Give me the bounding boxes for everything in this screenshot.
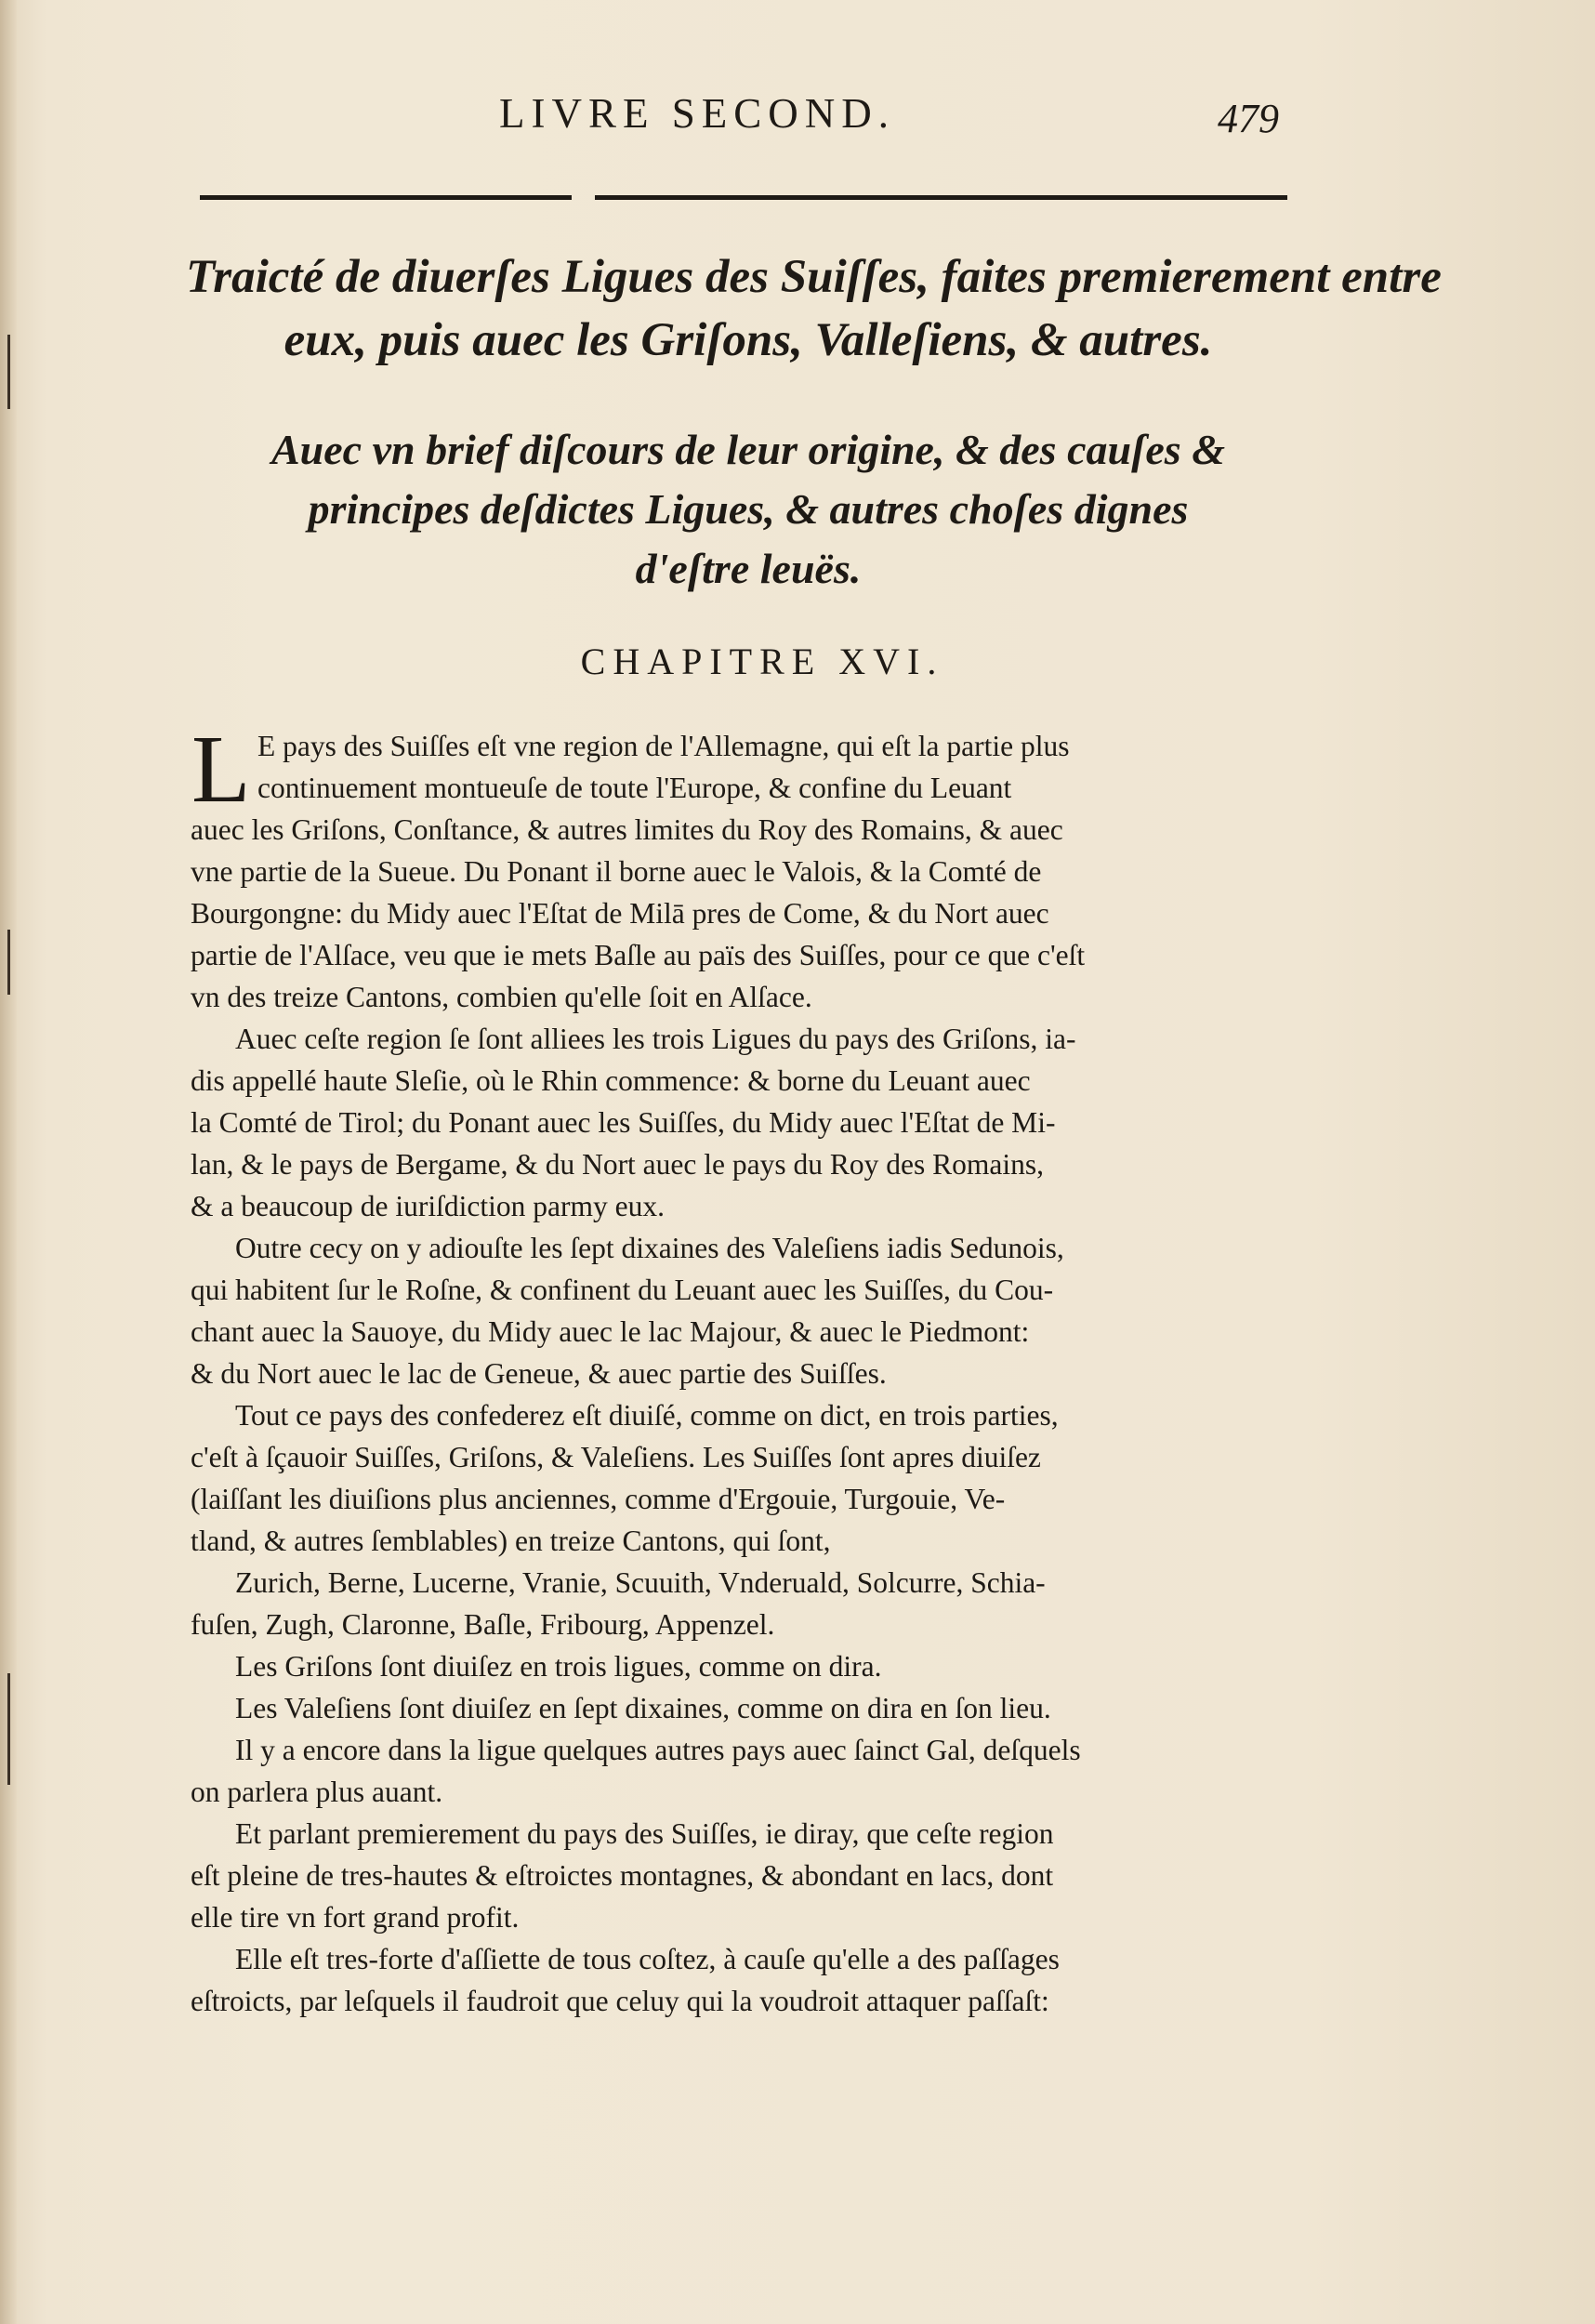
text-line: & du Nort auec le lac de Geneue, & auec partie des Suiſſes. bbox=[191, 1357, 887, 1390]
header-rule-left bbox=[200, 195, 572, 200]
header-rule-right bbox=[595, 195, 1287, 200]
margin-mark bbox=[7, 930, 10, 995]
text-line: Outre cecy on y adiouſte les ſept dixaines des Valeſiens iadis Sedunois, bbox=[235, 1232, 1064, 1264]
text-line: Tout ce pays des confederez eſt diuiſé, comme on dict, en trois parties, bbox=[235, 1399, 1059, 1432]
text-line: eſt pleine de tres-hautes & eſtroictes montagnes, & abondant en lacs, dont bbox=[191, 1859, 1054, 1892]
treatise-title bbox=[186, 245, 1442, 372]
text-line: dis appellé haute Sleſie, où le Rhin commence: & borne du Leuant auec bbox=[191, 1064, 1031, 1097]
text-line: vne partie de la Sueue. Du Ponant il borne auec le Valois, & la Comté de bbox=[191, 855, 1042, 888]
text-line: Zurich, Berne, Lucerne, Vranie, Scuuith, Vnderuald, Solcurre, Schia- bbox=[235, 1566, 1046, 1599]
subtitle-line: principes deſdictes Ligues, & autres choſes dignes bbox=[308, 485, 1189, 533]
text-line: (laiſſant les diuiſions plus anciennes, comme d'Ergouie, Turgouie, Ve- bbox=[191, 1483, 1006, 1515]
text-line: Il y a encore dans la ligue quelques autres pays auec ſainct Gal, deſquels bbox=[235, 1734, 1081, 1766]
text-line: E pays des Suiſſes eſt vne region de l'Allemagne, qui eſt la partie plus bbox=[257, 730, 1070, 762]
text-line: on parlera plus auant. bbox=[191, 1776, 443, 1808]
text-line: Elle eſt tres-forte d'aſſiette de tous coſtez, à cauſe qu'elle a des paſſages bbox=[235, 1943, 1060, 1975]
text-line: lan, & le pays de Bergame, & du Nort auec le pays du Roy des Romains, bbox=[191, 1148, 1044, 1181]
text-line: la Comté de Tirol; du Ponant auec les Suiſſes, du Midy auec l'Eſtat de Mi- bbox=[191, 1106, 1056, 1139]
text-line: Auec ceſte region ſe ſont alliees les trois Ligues du pays des Griſons, ia- bbox=[235, 1023, 1076, 1055]
text-line: Les Griſons ſont diuiſez en trois ligues, comme on dira. bbox=[235, 1650, 882, 1683]
text-line: Les Valeſiens ſont diuiſez en ſept dixaines, comme on dira en ſon lieu. bbox=[235, 1692, 1051, 1724]
chapter-body bbox=[191, 716, 1334, 2022]
drop-cap: L bbox=[191, 716, 251, 823]
running-head bbox=[0, 89, 1595, 145]
margin-mark bbox=[7, 335, 10, 409]
text-line: c'eſt à ſçauoir Suiſſes, Griſons, & Valeſiens. Les Suiſſes ſont apres diuiſez bbox=[191, 1441, 1041, 1473]
text-line: vn des treize Cantons, combien qu'elle ſoit en Alſace. bbox=[191, 981, 812, 1013]
running-title: LIVRE SECOND. bbox=[499, 90, 895, 137]
text-line: partie de l'Alſace, veu que ie mets Baſle au païs des Suiſſes, pour ce que c'eſt bbox=[191, 939, 1086, 971]
text-line: continuement montueuſe de toute l'Europe, & confine du Leuant bbox=[257, 772, 1012, 804]
text-line: tland, & autres ſemblables) en treize Cantons, qui ſont, bbox=[191, 1525, 831, 1557]
text-line: Bourgongne: du Midy auec l'Eſtat de Milā pres de Come, & du Nort auec bbox=[191, 897, 1049, 930]
page-number: 479 bbox=[1218, 96, 1279, 141]
text-line: eſtroicts, par leſquels il faudroit que celuy qui la voudroit attaquer paſſaſt: bbox=[191, 1985, 1049, 2017]
chapter-heading: CHAPITRE XVI. bbox=[580, 640, 944, 682]
title-line: Traicté de diuerſes Ligues des Suiſſes, faites premierement entre bbox=[186, 251, 1442, 303]
text-line: & a beaucoup de iuriſdiction parmy eux. bbox=[191, 1190, 665, 1222]
text-line: fuſen, Zugh, Claronne, Baſle, Fribourg, Appenzel. bbox=[191, 1608, 775, 1641]
title-line: eux, puis auec les Griſons, Valleſiens, & autres. bbox=[283, 314, 1213, 366]
subtitle-line: Auec vn brief diſcours de leur origine, & des cauſes & bbox=[271, 426, 1225, 473]
treatise-subtitle bbox=[232, 420, 1264, 599]
text-line: chant auec la Sauoye, du Midy auec le lac Majour, & auec le Piedmont: bbox=[191, 1315, 1030, 1348]
text-line: elle tire vn fort grand profit. bbox=[191, 1901, 520, 1934]
text-line: Et parlant premierement du pays des Suiſſes, ie diray, que ceſte region bbox=[235, 1817, 1054, 1850]
text-line: auec les Griſons, Conſtance, & autres limites du Roy des Romains, & auec bbox=[191, 813, 1063, 846]
text-line: qui habitent ſur le Roſne, & confinent du Leuant auec les Suiſſes, du Cou- bbox=[191, 1274, 1054, 1306]
margin-mark bbox=[7, 1673, 10, 1785]
subtitle-line: d'eſtre leuës. bbox=[635, 545, 862, 592]
